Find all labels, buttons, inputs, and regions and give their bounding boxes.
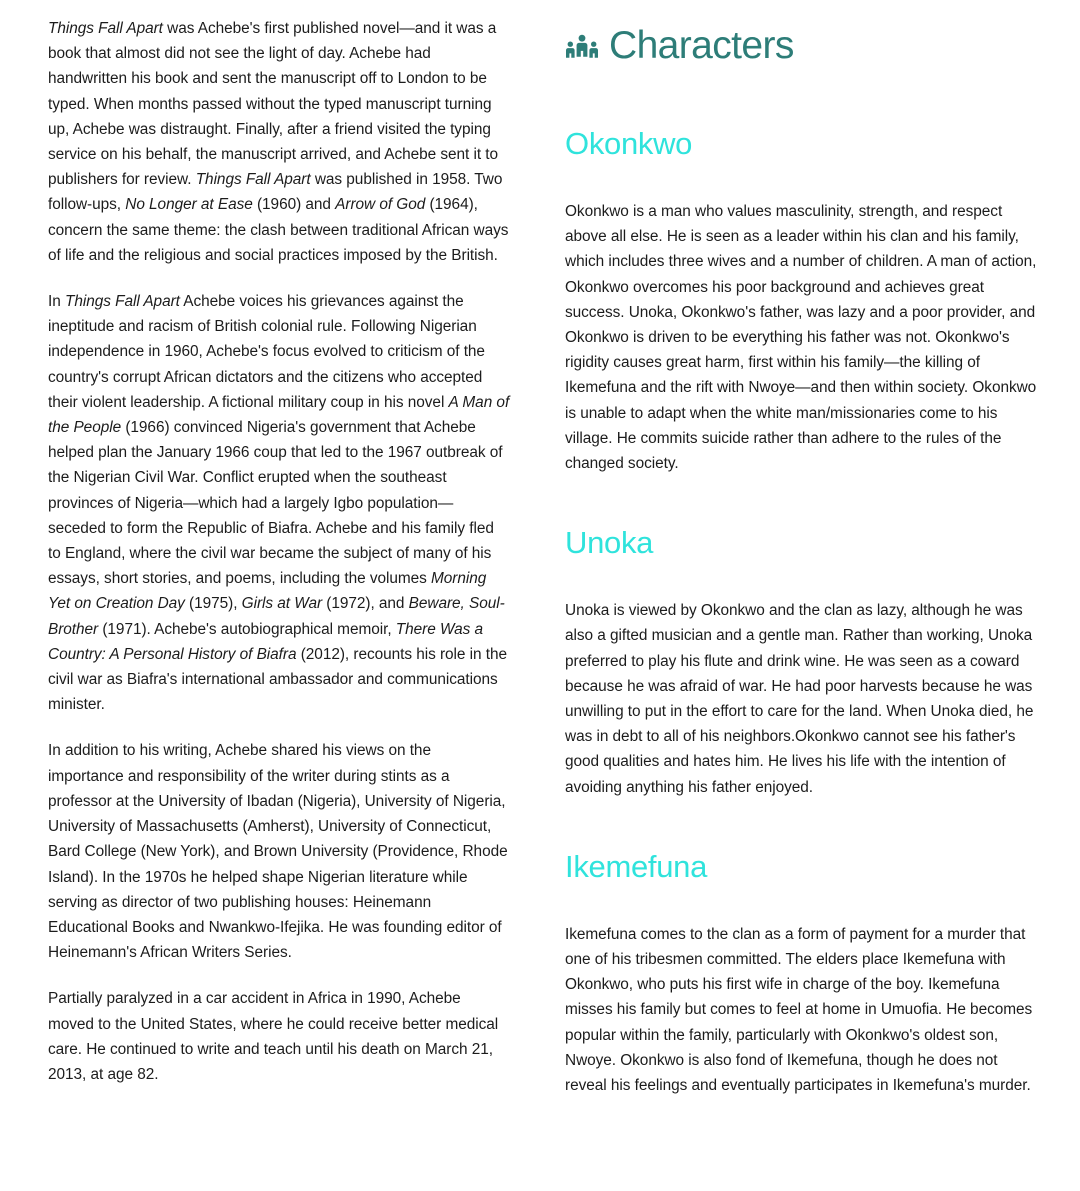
text-run: In [48,293,65,311]
character-name-heading: Unoka [565,525,654,561]
character-entry [565,524,1040,800]
work-title-italic: Girls at War [241,595,323,613]
work-title-italic: Morning Yet on Creation Day [48,570,487,613]
text-run: (1960) and [252,196,336,214]
text-run: (1964), concern the same theme: the clash between traditional African ways of life and the religious and social practices imposed by the British. [48,196,509,264]
text-run: was Achebe's first published novel—and it was a book that almost did not see the light of day. Achebe had handwritten his book and sent the manuscript off to London to be typed. When months passed without the typed manuscript turning up, Achebe was distraught. Finally, after a friend visited the typing service on his behalf, the manuscript arrived, and Achebe sent it to publishers for review. [48,20,499,189]
text-run: In addition to his writing, Achebe shared his views on the importance and responsibility of the writer during stints as a professor at the University of Ibadan (Nigeria), University of Nigeria, University of Massachusetts (Amherst), University of Connecticut, Bard College (New York), and Brown University (Providence, Rhode Island). In the 1970s he helped shape Nigerian literature while serving as director of two publishing houses: Heinemann Educational Books and Nwankwo-Ifejika. He was founding editor of Heinemann's African Writers Series. [48,742,508,962]
character-name-heading: Okonkwo [565,126,693,161]
text-run: (1966) convinced Nigeria's government that Achebe helped plan the January 1966 coup that led to the 1967 outbreak of the Nigerian Civil War. Conflict erupted when the southeast provinces of Nigeria—which had a largely Igbo population—seceded to form the Republic of Biafra. Achebe and his family fled to England, where the civil war became the subject of many of his essays, short stories, and poems, including the volumes [48,419,503,588]
paragraph-teaching-and-publishing [48,738,510,965]
text-run: was published in 1958. Two follow-ups, [48,171,503,214]
characters-column [540,0,1080,1118]
text-run: (1975), [184,595,242,613]
people-group-icon [565,30,599,64]
character-entry [565,125,1040,476]
text-run: Partially paralyzed in a car accident in Africa in 1990, Achebe moved to the United States, where he could receive better medical care. He continued to write and teach until his death on March 21, 2013, at age 82. [48,990,499,1083]
character-list [565,125,1040,1098]
text-run: (2012), recounts his role in the civil war as Biafra's international ambassador and communications minister. [48,645,508,714]
text-run: (1971). Achebe's autobiographical memoir, [98,620,396,638]
text-run: (1972), and [322,595,409,613]
characters-section-heading [565,23,1040,69]
work-title-italic: Things Fall Apart [195,171,311,189]
left-text-column [0,0,540,1108]
left-paragraph-list [48,16,510,1087]
work-title-italic: Beware, Soul-Brother [48,595,505,638]
character-entry [565,848,1040,1098]
character-description: Ikemefuna comes to the clan as a form of payment for a murder that one of his tribesmen committed. The elders place Ikemefuna with Okonkwo, who puts his first wife in charge of the boy. Ikemefuna misses his family but comes to feel at home in Umuofia. He becomes popular within the family, particularly with Okonkwo's oldest son, Nwoye. Okonkwo is also fond of Ikemefuna, though he does not reveal his feelings and eventually participates in Ikemefuna's murder. [565,925,1033,1095]
work-title-italic: No Longer at Ease [125,196,253,214]
characters-section-title: Characters [609,24,794,67]
work-title-italic: Arrow of God [335,196,426,214]
paragraph-publication-history [48,16,510,268]
paragraph-politics-and-biafra [48,289,510,717]
work-title-italic: A Man of the People [48,393,510,437]
character-description: Unoka is viewed by Okonkwo and the clan as lazy, although he was also a gifted musician and a gentle man. Rather than working, Unoka preferred to play his flute and drink wine. He was seen as a coward because he was afraid of war. He had poor harvests because he was unwilling to put in the effort to care for the land. When Unoka died, he was in debt to all of his neighbors.Okonkwo cannot see his father's good qualities and hates him. He lives his life with the intention of avoiding anything his father enjoyed. [565,602,1034,796]
work-title-italic: Things Fall Apart [64,293,180,311]
work-title-italic: There Was a Country: A Personal History of Biafra [48,620,484,663]
character-name-heading: Ikemefuna [565,848,708,884]
character-description: Okonkwo is a man who values masculinity, strength, and respect above all else. He is seen as a leader within his clan and his family, which includes three wives and a number of children. A man of action, Okonkwo overcomes his poor background and achieves great success. Unoka, Okonkwo's father, was lazy and a poor provider, and Okonkwo is driven to be everything his father was not. Okonkwo's rigidity causes great harm, first within his family—the killing of Ikemefuna and the rift with Nwoye—and then within society. Okonkwo is unable to adapt when the white man/missionaries come to his village. He commits suicide rather than adhere to the rules of the changed society. [565,203,1037,473]
text-run: Achebe voices his grievances against the ineptitude and racism of British colonial rule. Following Nigerian independence in 1960, Achebe's focus evolved to criticism of the country's corrupt African dictators and the citizens who accepted their violent leadership. A fictional military coup in his novel [48,293,485,411]
work-title-italic: Things Fall Apart [48,20,163,37]
paragraph-later-life-and-death [48,986,510,1087]
